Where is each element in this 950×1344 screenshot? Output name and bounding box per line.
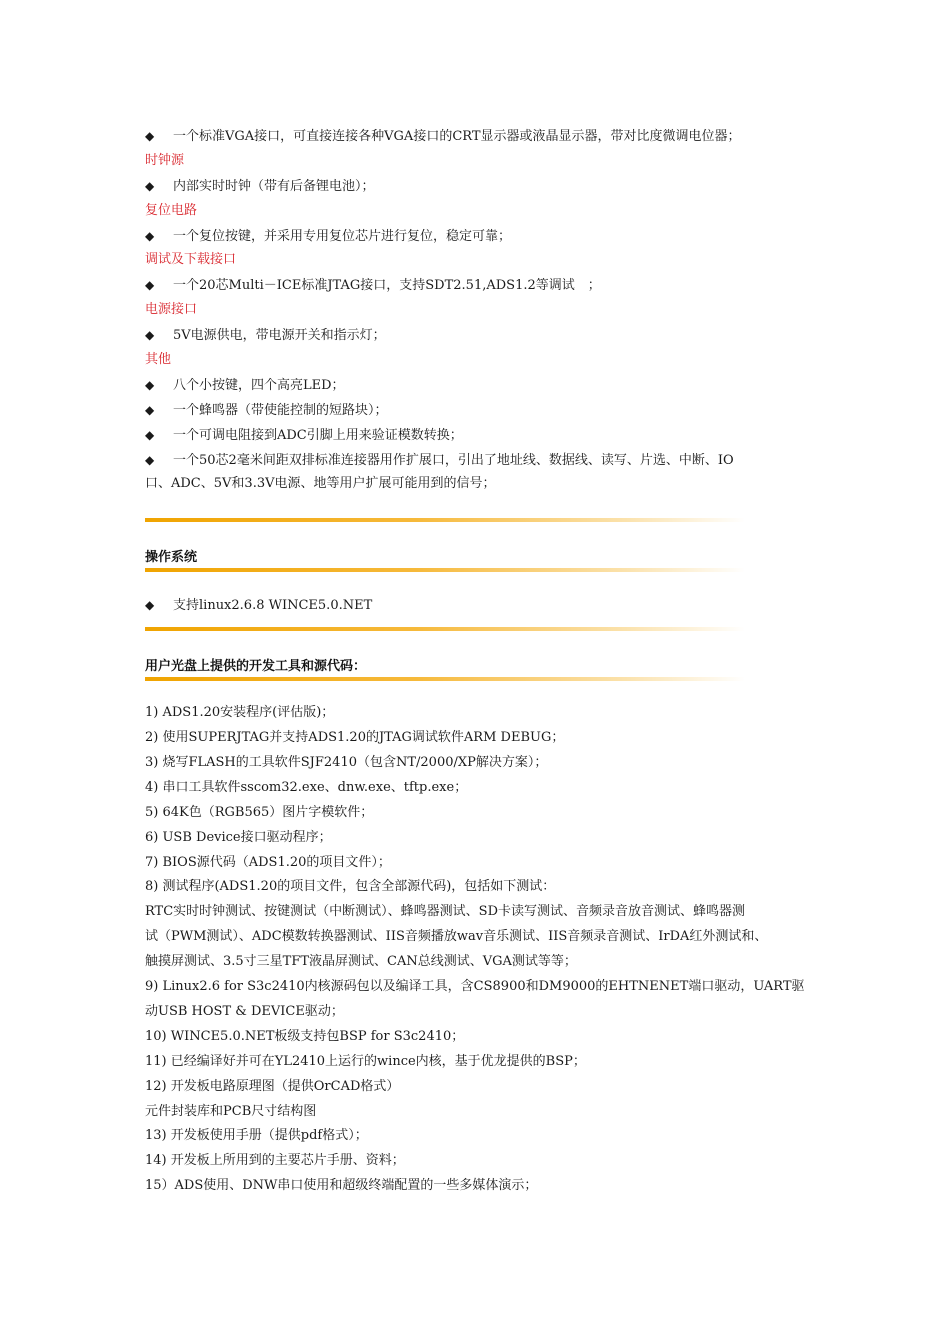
list-item	[145, 124, 825, 149]
list-item: 8) 测试程序(ADS1.20的项目文件，包含全部源代码)，包括如下测试：	[145, 879, 556, 895]
list-item: 2) 使用SUPERJTAG并支持ADS1.20的JTAG调试软件ARM DEBUG；	[145, 730, 565, 746]
section-subheading: 时钟源	[145, 152, 185, 168]
list-item	[145, 448, 825, 473]
diamond-bullet-icon: ◆	[145, 598, 155, 613]
list-item-text: 八个小按键，四个高亮LED；	[173, 377, 345, 393]
list-item-continuation: 试（PWM测试）、ADC模数转换器测试、IIS音频播放wav音乐测试、IIS音频录音测试、IrDA红外测试和、	[145, 929, 768, 945]
list-item: 4) 串口工具软件sscom32.exe、dnw.exe、tftp.exe；	[145, 779, 468, 795]
diamond-bullet-icon: ◆	[145, 427, 155, 442]
diamond-bullet-icon: ◆	[145, 278, 155, 293]
section-subheading: 调试及下载接口	[145, 252, 237, 268]
list-item-text: 一个标准VGA接口，可直接连接各种VGA接口的CRT显示器或液晶显示器，带对比度微调电位器；	[173, 129, 741, 144]
list-item	[145, 593, 825, 618]
list-item-continuation: 触摸屏测试、3.5寸三星TFT液晶屏测试、CAN总线测试、VGA测试等等；	[145, 954, 577, 970]
list-item-text: 一个可调电阻接到ADC引脚上用来验证模数转换；	[173, 427, 463, 443]
list-item	[145, 398, 825, 423]
list-item: 12) 开发板电路原理图（提供OrCAD格式）	[145, 1078, 400, 1094]
section-subheading: 复位电路	[145, 202, 198, 218]
list-item: 3) 烧写FLASH的工具软件SJF2410（包含NT/2000/XP解决方案）；	[145, 755, 548, 771]
list-item	[145, 423, 825, 448]
list-item	[145, 224, 825, 249]
list-item: 9) Linux2.6 for S3c2410内核源码包以及编译工具，含CS8900和DM9000的EHTNENET端口驱动，UART驱	[145, 979, 805, 995]
diamond-bullet-icon: ◆	[145, 377, 155, 392]
list-item: 11) 已经编译好并可在YL2410上运行的wince内核，基于优龙提供的BSP；	[145, 1053, 586, 1069]
list-item-continuation: 元件封装库和PCB尺寸结构图	[145, 1103, 317, 1119]
list-item: 15）ADS使用、DNW串口使用和超级终端配置的一些多媒体演示；	[145, 1178, 538, 1194]
list-item-continuation: 口、ADC、5V和3.3V电源、地等用户扩展可能用到的信号；	[145, 476, 496, 492]
tools-list	[145, 701, 825, 1199]
diamond-bullet-icon: ◆	[145, 228, 155, 243]
section-subheading: 电源接口	[145, 302, 198, 318]
section-title: 操作系统	[145, 550, 198, 566]
list-item-text: 5V电源供电，带电源开关和指示灯；	[173, 328, 386, 344]
list-item: 10) WINCE5.0.NET板级支持包BSP for S3c2410；	[145, 1028, 465, 1044]
section-title: 用户光盘上提供的开发工具和源代码：	[145, 659, 367, 675]
diamond-bullet-icon: ◆	[145, 129, 155, 143]
list-item-text: 一个蜂鸣器（带使能控制的短路块）；	[173, 402, 388, 418]
section-subheading: 其他	[145, 352, 172, 368]
diamond-bullet-icon: ◆	[145, 402, 155, 417]
list-item-text: 一个复位按键，并采用专用复位芯片进行复位，稳定可靠；	[173, 228, 512, 244]
document-page	[145, 124, 825, 1199]
list-item: 6) USB Device接口驱动程序；	[145, 829, 332, 845]
list-item-continuation: RTC实时时钟测试、按键测试（中断测试）、蜂鸣器测试、SD卡读写测试、音频录音放音测试、蜂鸣器测	[145, 904, 746, 920]
list-item-text: 支持linux2.6.8 WINCE5.0.NET	[173, 598, 373, 614]
diamond-bullet-icon: ◆	[145, 178, 155, 193]
diamond-bullet-icon: ◆	[145, 328, 155, 343]
diamond-bullet-icon: ◆	[145, 452, 155, 467]
list-item: 14) 开发板上所用到的主要芯片手册、资料；	[145, 1153, 405, 1169]
list-item: 13) 开发板使用手册（提供pdf格式）；	[145, 1128, 368, 1144]
list-item-continuation: 动USB HOST & DEVICE驱动；	[145, 1003, 344, 1019]
list-item	[145, 373, 825, 398]
list-item: 5) 64K色（RGB565）图片字模软件；	[145, 804, 374, 820]
list-item	[145, 273, 825, 298]
list-item	[145, 323, 825, 348]
list-item-text: 一个20芯Multi－ICE标准JTAG接口，支持SDT2.51,ADS1.2等调试 ；	[173, 278, 601, 294]
list-item: 7) BIOS源代码（ADS1.20的项目文件）；	[145, 854, 391, 870]
list-item	[145, 174, 825, 199]
list-item-text: 内部实时时钟（带有后备锂电池）；	[173, 178, 375, 194]
list-item: 1) ADS1.20安装程序(评估版)；	[145, 705, 335, 721]
list-item-text: 一个50芯2毫米间距双排标准连接器用作扩展口，引出了地址线、数据线、读写、片选、中断、IO	[173, 452, 734, 468]
